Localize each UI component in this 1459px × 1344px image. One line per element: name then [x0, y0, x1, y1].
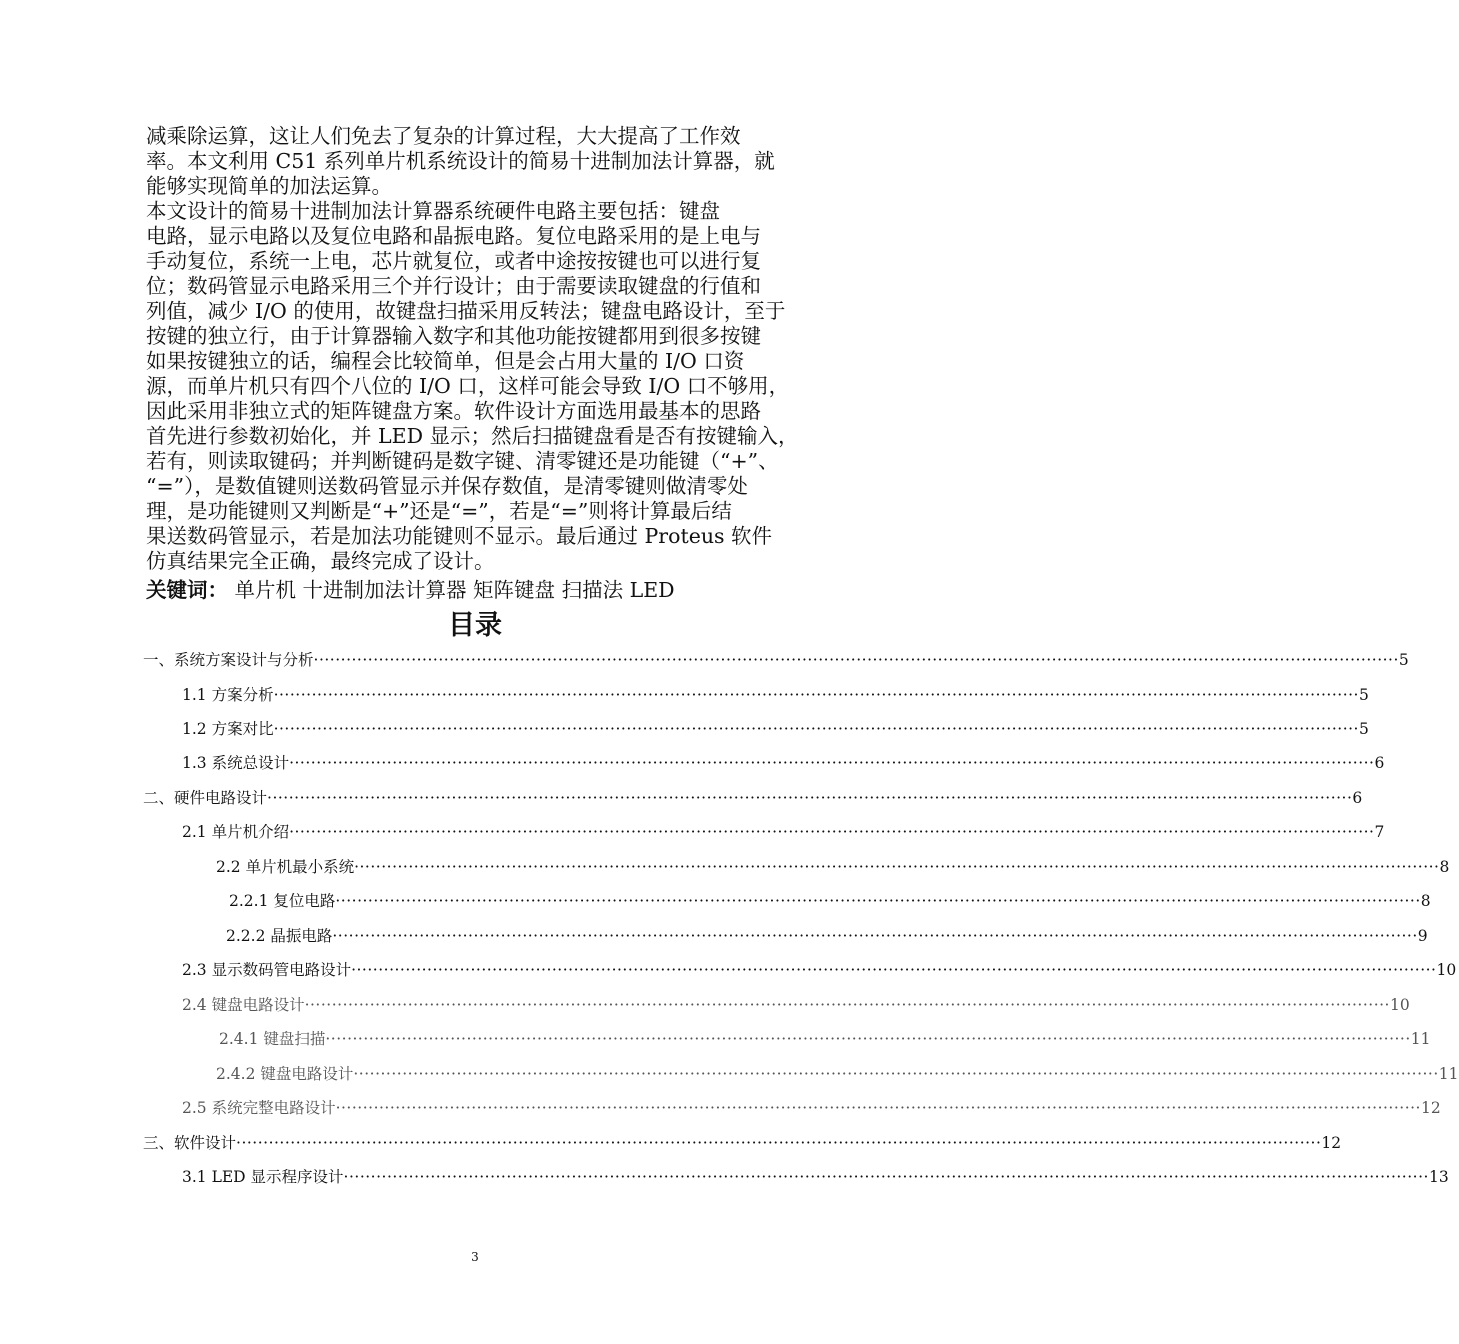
toc-entry-label: 1.3 系统总设计 [182, 754, 290, 772]
toc-leader-dots: ········································································································································································································ [304, 996, 1390, 1014]
toc-entry-page: 5 [1398, 651, 1409, 669]
toc-entry[interactable] [182, 685, 1369, 705]
toc-entry[interactable] [229, 891, 1431, 911]
body-line: 理，是功能键则又判断是“+”还是“=”，若是“=”则将计算最后结 [146, 499, 732, 523]
toc-leader-dots: ········································································································································································································ [236, 1134, 1322, 1152]
toc-entry-label: 1.1 方案分析 [182, 686, 274, 704]
toc-entry[interactable] [182, 719, 1369, 739]
keywords-line [146, 573, 675, 603]
body-line: 列值，减少 I/O 的使用，故键盘扫描采用反转法；键盘电路设计，至于 [146, 299, 786, 323]
body-line: 减乘除运算，这让人们免去了复杂的计算过程，大大提高了工作效 [146, 124, 741, 148]
toc-leader-dots: ········································································································································································································ [289, 754, 1375, 772]
toc-entry[interactable] [182, 1098, 1441, 1118]
toc-entry[interactable] [182, 960, 1457, 980]
toc-entry-page: 5 [1358, 686, 1369, 704]
toc-entry[interactable] [182, 995, 1410, 1015]
toc-leader-dots: ········································································································································································································ [335, 1099, 1421, 1117]
toc-entry-label: 2.5 系统完整电路设计 [182, 1099, 336, 1117]
toc-leader-dots: ········································································································································································································ [343, 1168, 1429, 1186]
toc-entry[interactable] [216, 1064, 1459, 1084]
keywords-text: 单片机 十进制加法计算器 矩阵键盘 扫描法 LED [228, 578, 675, 602]
body-line: 因此采用非独立式的矩阵键盘方案。软件设计方面选用最基本的思路 [146, 399, 761, 423]
toc-entry[interactable] [182, 753, 1385, 773]
page-number: 3 [471, 1250, 479, 1264]
toc-entry-page: 13 [1428, 1168, 1449, 1186]
toc-entry-label: 二、硬件电路设计 [143, 789, 268, 807]
toc-entry-page: 6 [1374, 754, 1385, 772]
toc-entry-label: 三、软件设计 [143, 1134, 237, 1152]
toc-entry-page: 10 [1389, 996, 1410, 1014]
toc-leader-dots: ········································································································································································································ [351, 961, 1437, 979]
toc-entry[interactable] [143, 788, 1363, 808]
toc-entry-page: 6 [1352, 789, 1363, 807]
body-line: 果送数码管显示，若是加法功能键则不显示。最后通过 Proteus 软件 [146, 524, 773, 548]
body-line: 仿真结果完全正确，最终完成了设计。 [146, 549, 495, 573]
toc-entry[interactable] [219, 1029, 1431, 1049]
toc-leader-dots: ········································································································································································································ [332, 927, 1418, 945]
body-line: 如果按键独立的话，编程会比较简单，但是会占用大量的 I/O 口资 [146, 349, 745, 373]
toc-entry-label: 2.4.2 键盘电路设计 [216, 1065, 354, 1083]
toc-leader-dots: ········································································································································································································ [325, 1030, 1411, 1048]
toc-leader-dots: ········································································································································································································ [289, 823, 1375, 841]
toc-entry-page: 8 [1420, 892, 1431, 910]
body-line: 按键的独立行，由于计算器输入数字和其他功能按键都用到很多按键 [146, 324, 761, 348]
toc-leader-dots: ········································································································································································································ [273, 686, 1359, 704]
toc-entry-page: 12 [1420, 1099, 1441, 1117]
keywords-label: 关键词： [146, 578, 228, 602]
toc-entry-label: 2.4 键盘电路设计 [182, 996, 305, 1014]
toc-entry[interactable] [182, 1167, 1449, 1187]
toc-entry-label: 2.4.1 键盘扫描 [219, 1030, 326, 1048]
toc-entry-label: 2.1 单片机介绍 [182, 823, 290, 841]
toc-leader-dots: ········································································································································································································ [335, 892, 1421, 910]
toc-entry-label: 2.2 单片机最小系统 [216, 858, 355, 876]
toc-entry-label: 2.2.2 晶振电路 [226, 927, 333, 945]
toc-entry[interactable] [216, 857, 1450, 877]
body-line: 源，而单片机只有四个八位的 I/O 口，这样可能会导致 I/O 口不够用， [146, 374, 790, 398]
toc-leader-dots: ········································································································································································································ [353, 1065, 1439, 1083]
toc-entry-page: 11 [1438, 1065, 1459, 1083]
toc-leader-dots: ········································································································································································································ [273, 720, 1359, 738]
toc-entry-page: 11 [1410, 1030, 1431, 1048]
toc-entry-label: 3.1 LED 显示程序设计 [182, 1168, 344, 1186]
body-line: 能够实现简单的加法运算。 [146, 174, 392, 198]
toc-entry-page: 10 [1436, 961, 1457, 979]
toc-title: 目录 [448, 610, 502, 641]
body-line: 若有，则读取键码；并判断键码是数字键、清零键还是功能键（“+”、 [146, 449, 779, 473]
toc-entry-label: 2.2.1 复位电路 [229, 892, 336, 910]
toc-entry-page: 8 [1439, 858, 1450, 876]
body-line: 手动复位，系统一上电，芯片就复位，或者中途按按键也可以进行复 [146, 249, 761, 273]
toc-entry-label: 1.2 方案对比 [182, 720, 274, 738]
toc-entry[interactable] [143, 650, 1409, 670]
body-line: 首先进行参数初始化，并 LED 显示；然后扫描键盘看是否有按键输入， [146, 424, 799, 448]
body-line: 电路，显示电路以及复位电路和晶振电路。复位电路采用的是上电与 [146, 224, 761, 248]
toc-entry-page: 5 [1358, 720, 1369, 738]
toc-leader-dots: ········································································································································································································ [313, 651, 1399, 669]
body-line: 本文设计的简易十进制加法计算器系统硬件电路主要包括：键盘 [146, 199, 720, 223]
toc-entry-label: 2.3 显示数码管电路设计 [182, 961, 352, 979]
toc-entry-page: 12 [1321, 1134, 1342, 1152]
toc-leader-dots: ········································································································································································································ [267, 789, 1353, 807]
body-line: 位；数码管显示电路采用三个并行设计；由于需要读取键盘的行值和 [146, 274, 761, 298]
toc-entry[interactable] [182, 822, 1385, 842]
toc-entry-page: 9 [1417, 927, 1428, 945]
toc-entry[interactable] [226, 926, 1428, 946]
toc-entry[interactable] [143, 1133, 1342, 1153]
toc-leader-dots: ········································································································································································································ [354, 858, 1440, 876]
toc-entry-label: 一、系统方案设计与分析 [143, 651, 314, 669]
body-line: 率。本文利用 C51 系列单片机系统设计的简易十进制加法计算器，就 [146, 149, 775, 173]
toc-entry-page: 7 [1374, 823, 1385, 841]
body-line: “=”），是数值键则送数码管显示并保存数值，是清零键则做清零处 [146, 474, 748, 498]
